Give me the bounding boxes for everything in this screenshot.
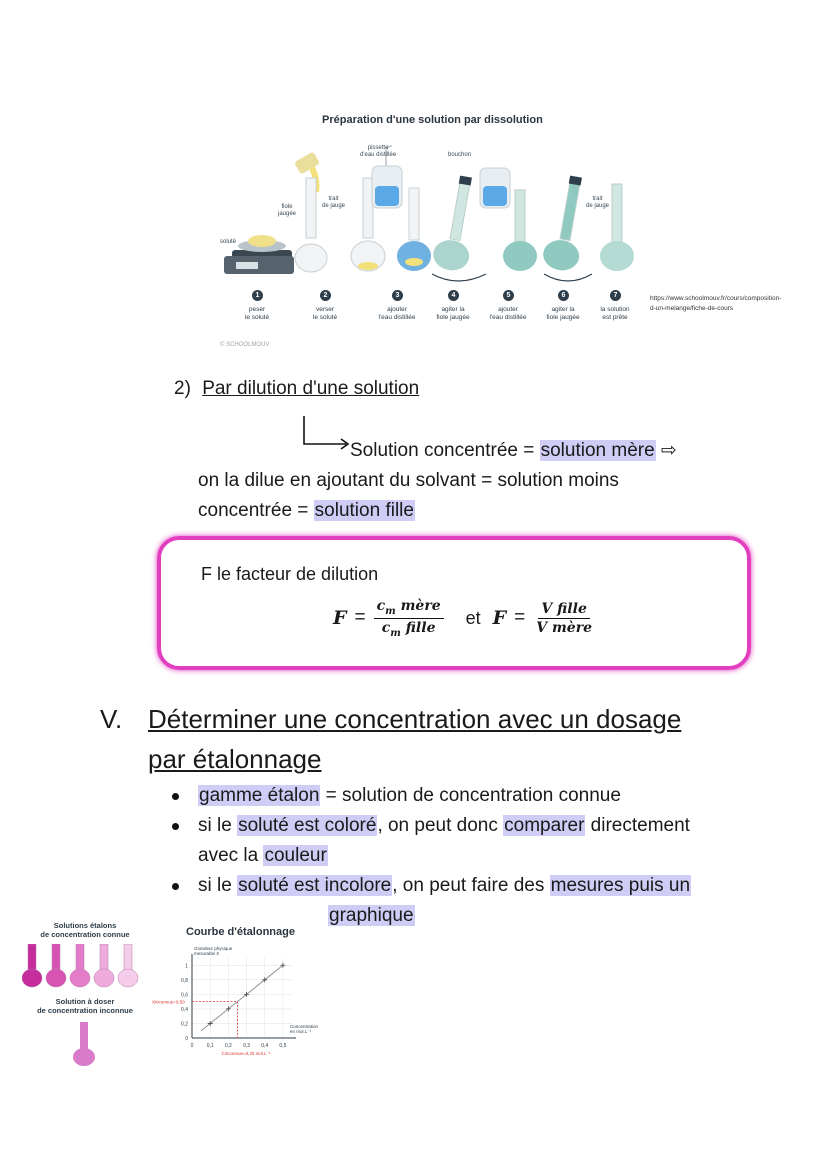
- x-tick-label: 0: [190, 1043, 194, 1049]
- figure1-title: Préparation d'une solution par dissolution: [322, 114, 543, 126]
- calibration-chart: [150, 940, 320, 1070]
- rotate-arrow-2-icon: [544, 274, 592, 281]
- unknown-x-label: Cinconnue=0,25 mol.L⁻¹: [221, 1051, 271, 1056]
- y-tick-label: 0,8: [181, 977, 188, 984]
- tubes-label-bottom: Solution à doser de concentration inconnue: [37, 997, 133, 1015]
- flask-5-icon: [431, 173, 483, 273]
- section2-number: 2): [174, 378, 191, 399]
- x-tick-label: 0,1: [206, 1043, 214, 1049]
- y-tick-label: 0,6: [181, 992, 188, 999]
- unknown-y-label: Xinconnue=0,50: [152, 999, 185, 1005]
- step-number-2: 2: [320, 290, 331, 301]
- section2-title: Par dilution d'une solution: [202, 378, 420, 399]
- rotate-arrow-1-icon: [432, 274, 486, 281]
- y-tick-label: 0,2: [181, 1021, 188, 1028]
- step-number-5: 5: [503, 290, 514, 301]
- standard-tube-3: [70, 944, 90, 987]
- step-number-7: 7: [610, 290, 621, 301]
- step-label-5: ajouter l'eau distillée: [489, 306, 527, 321]
- step-label-3: ajouter l'eau distillée: [378, 306, 416, 321]
- step-number-3: 3: [392, 290, 403, 301]
- y-axis-label: Grandeur physique: [194, 946, 233, 951]
- x-axis-label: Concentration: [290, 1024, 319, 1029]
- dilution-line2: on la dilue en ajoutant du solvant = solution moins: [198, 470, 619, 491]
- standard-tube-5: [118, 944, 138, 987]
- section5-bullets: [172, 781, 772, 901]
- wash-bottle-2-icon: [480, 168, 510, 208]
- section5-title-line1: Déterminer une concentration avec un dosage: [148, 704, 682, 734]
- highlight-solution-fille: solution fille: [314, 500, 414, 521]
- bullet-3-line2: graphique: [329, 905, 414, 926]
- y-tick-label: 1: [185, 963, 188, 970]
- tubes-label-top: Solutions étalons de concentration connue: [40, 921, 130, 939]
- unknown-tube: [73, 1022, 95, 1066]
- x-tick-label: 0,4: [261, 1043, 269, 1049]
- formula-equation: F = $\frac{c_m mère}{c_m fille}$ et F = $\frac{\text{V fille}}{\text{V mère}}$: [333, 598, 592, 639]
- label-fiole: fiole jaugée: [278, 204, 297, 217]
- x-tick-label: 0,3: [243, 1043, 251, 1049]
- section2-heading: [174, 378, 419, 400]
- calibration-line: [201, 965, 283, 1030]
- label-bouchon: bouchon: [448, 152, 472, 158]
- source-url: https://www.schoolmouv.fr/cours/composition- d-un-melange/fiche-de-cours: [650, 295, 782, 312]
- bullet-1: gamme étalon = solution de concentration connue: [172, 781, 772, 811]
- flask-2-icon: [295, 178, 327, 272]
- step-label-6: agiter la fiole jaugée: [546, 306, 580, 321]
- x-tick-label: 0,2: [224, 1043, 232, 1049]
- step-label-7: la solution est prête: [600, 306, 630, 321]
- label-trait2: trait de jauge: [586, 196, 610, 209]
- section5-number: V.: [100, 704, 123, 734]
- highlight-solution-mere: solution mère: [540, 440, 655, 461]
- step-number-4: 4: [448, 290, 459, 301]
- label-pissette: pissette d'eau distillée: [360, 145, 397, 158]
- right-arrow-icon: ⇨: [660, 440, 677, 461]
- y-axis-label: mesurable X: [194, 951, 220, 956]
- standard-tube-1: [22, 944, 42, 987]
- dilution-line1: Solution concentrée = solution mère ⇨: [350, 440, 677, 461]
- chart-title: Courbe d'étalonnage: [186, 926, 295, 938]
- y-tick-label: 0: [185, 1036, 188, 1042]
- standard-tube-2: [46, 944, 66, 987]
- formula-box: [157, 536, 751, 670]
- bullet-3: si le soluté est incolore, on peut faire des mesures puis un: [172, 871, 772, 901]
- label-trait1: trait de jauge: [322, 196, 346, 209]
- section5-title-line2: par étalonnage: [148, 744, 322, 774]
- copyright-label: © SCHOOLMOUV: [220, 342, 270, 348]
- label-solute: soluté: [220, 239, 237, 245]
- x-tick-label: 0,5: [279, 1043, 287, 1049]
- x-axis-label: en mol.L⁻¹: [290, 1029, 312, 1034]
- step-number-6: 6: [558, 290, 569, 301]
- step-label-2: verser le soluté: [312, 306, 338, 321]
- step-label-4: agiter la fiole jaugée: [436, 306, 470, 321]
- bracket-arrow-icon: [300, 414, 352, 450]
- y-tick-label: 0,4: [181, 1006, 188, 1013]
- step-number-1: 1: [252, 290, 263, 301]
- flask-7-icon: [541, 173, 593, 273]
- formula-intro: F le facteur de dilution: [201, 564, 379, 584]
- standard-tube-4: [94, 944, 114, 987]
- step-label-1: peser le soluté: [244, 306, 270, 321]
- bullet-2: si le soluté est coloré, on peut donc comparer directement avec la couleur: [172, 811, 772, 871]
- dilution-line3: concentrée = solution fille: [198, 500, 414, 521]
